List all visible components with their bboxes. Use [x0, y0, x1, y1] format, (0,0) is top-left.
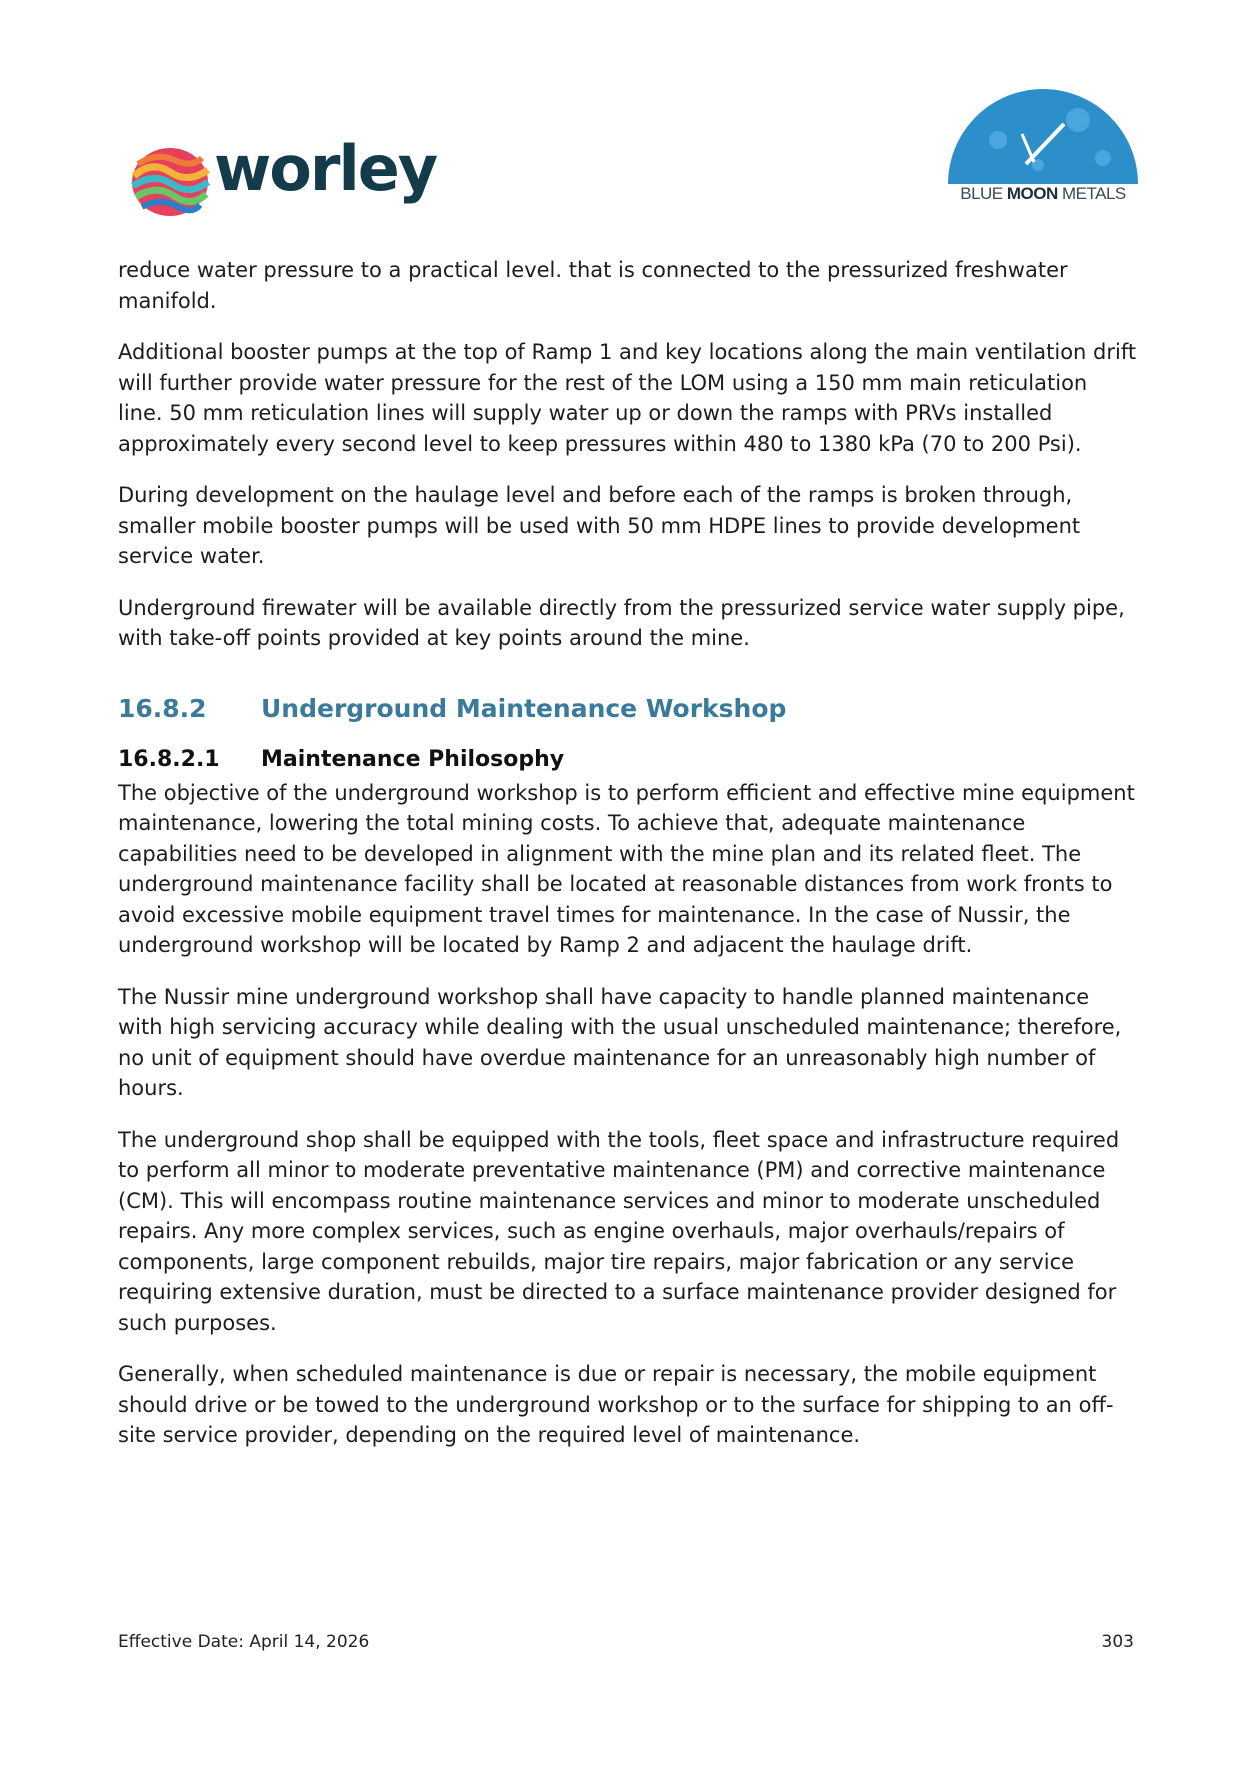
paragraph: During development on the haulage level and before each of the ramps is broken through, smaller mobile booster pumps will be used with 50 mm HDPE lines to provide development service water.	[118, 483, 1081, 568]
bluemoon-text-metals: METALS	[1057, 184, 1126, 203]
paragraph: Generally, when scheduled maintenance is due or repair is necessary, the mobile equipment should drive or be towed to the underground workshop or to the surface for shipping to an off-site service provider, depending on the required level of maintenance.	[118, 1362, 1114, 1447]
paragraph: reduce water pressure to a practical level. that is connected to the pressurized freshwater manifold.	[118, 258, 1068, 313]
blue-moon-metals-logo	[938, 80, 1148, 208]
worley-logo	[128, 132, 458, 228]
subsection-number: 16.8.2.1	[118, 746, 220, 772]
bluemoon-text-blue: BLUE	[960, 184, 1007, 203]
paragraph: The objective of the underground workshop is to perform efficient and effective mine equipment maintenance, lowering the total mining costs. To achieve that, adequate maintenance capabilities need to be developed in alignment with the mine plan and its related fleet. The underground maintenance facility shall be located at reasonable distances from work fronts to avoid excessive mobile equipment travel times for maintenance. In the case of Nussir, the underground workshop will be located by Ramp 2 and adjacent the haulage drift.	[118, 780, 1135, 957]
paragraph: The underground shop shall be equipped with the tools, fleet space and infrastructure required to perform all minor to moderate preventative maintenance (PM) and corrective maintenance (CM). This will encompass routine maintenance services and minor to moderate unscheduled repairs. Any more complex services, such as engine overhauls, major overhauls/repairs of components, large component rebuilds, major tire repairs, major fabrication or any service requiring extensive duration, must be directed to a surface maintenance provider designed for such purposes.	[118, 1127, 1120, 1335]
subsection-title: Maintenance Philosophy	[261, 746, 565, 772]
bluemoon-text-moon: MOON	[1006, 184, 1058, 203]
section-title: Underground Maintenance Workshop	[261, 693, 787, 723]
paragraph: Additional booster pumps at the top of Ramp 1 and key locations along the main ventilation drift will further provide water pressure for the rest of the LOM using a 150 mm main reticulation line. 50 mm reticulation lines will supply water up or down the ramps with PRVs installed approximately every second level to keep pressures within 480 to 1380 kPa (70 to 200 Psi).	[118, 340, 1137, 456]
footer-effective-date: Effective Date: April 14, 2026	[118, 1632, 370, 1652]
section-heading	[118, 694, 1138, 723]
worley-swirl-icon	[128, 142, 212, 222]
moon-icon	[938, 80, 1148, 184]
page-content	[118, 255, 1138, 1472]
footer-page-number: 303	[1101, 1632, 1134, 1652]
paragraph: Underground firewater will be available directly from the pressurized service water supply pipe, with take-off points provided at key points around the mine.	[118, 595, 1125, 650]
page-header	[0, 0, 1250, 240]
worley-wordmark: worley	[214, 132, 437, 205]
paragraph: The Nussir mine underground workshop shall have capacity to handle planned maintenance with high servicing accuracy while dealing with the usual unscheduled maintenance; therefore, no unit of equipment should have overdue maintenance for an unreasonably high number of hours.	[118, 984, 1122, 1100]
section-number: 16.8.2	[118, 693, 207, 723]
blue-moon-metals-wordmark	[938, 184, 1148, 204]
subsection-heading	[118, 747, 1138, 772]
